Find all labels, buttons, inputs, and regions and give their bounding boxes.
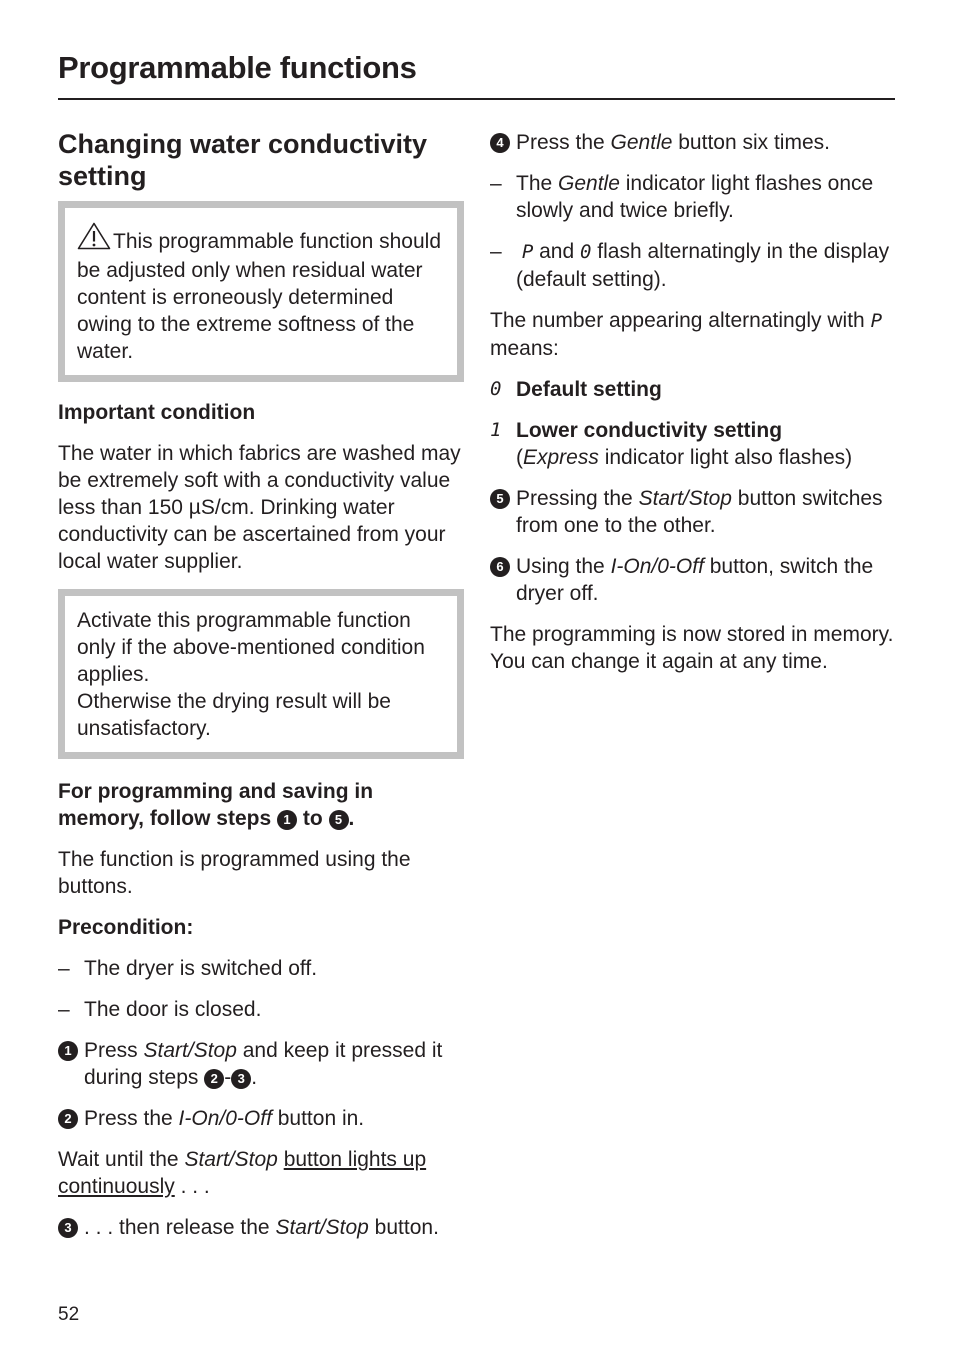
step-4-result-1: – The Gentle indicator light flashes once slowly and twice briefly.	[490, 172, 874, 222]
step-number-badge: 4	[490, 133, 510, 153]
step-number-badge: 2	[58, 1109, 78, 1129]
step-number-badge: 1	[277, 810, 297, 830]
right-column	[490, 129, 900, 675]
activation-note	[58, 589, 464, 759]
section-title: Changing water conductivity setting	[58, 129, 428, 191]
step-5: 5 Pressing the Start/Stop button switches from one to the other.	[490, 485, 900, 539]
left-column	[58, 128, 464, 1241]
programming-heading: For programming and saving in memory, follow steps 1 to 5 .	[58, 780, 374, 830]
title-divider	[58, 98, 895, 100]
warning-note-text: This programmable function should be adjusted only when residual water content is erroneously determined owing to the extreme softness of the water.	[77, 230, 442, 363]
wait-instruction: Wait until the Start/Stop button lights up continuously . . .	[58, 1148, 427, 1198]
important-condition-heading: Important condition	[58, 401, 256, 424]
important-condition-text: The water in which fabrics are washed may be extremely soft with a conductivity value less than 150 µS/cm. Drinking water conductivity can be ascertained from your local water supplier.	[58, 442, 461, 573]
step-number-badge: 3	[58, 1218, 78, 1238]
programming-intro: The function is programmed using the buttons.	[58, 848, 411, 898]
dash-bullet: –	[58, 998, 70, 1021]
activation-note-line1: Activate this programmable function only if the above-mentioned condition applies.	[77, 609, 425, 686]
step-3: 3 . . . then release the Start/Stop button.	[58, 1214, 464, 1241]
step-number-badge: 1	[58, 1041, 78, 1061]
dash-bullet: –	[490, 172, 502, 195]
step-number-badge: 2	[204, 1069, 224, 1089]
step-1: 1 Press Start/Stop and keep it pressed it during steps 2 - 3 .	[58, 1037, 464, 1091]
final-note: The programming is now stored in memory. You can change it again at any time.	[490, 623, 894, 673]
warning-triangle-icon	[77, 222, 111, 257]
display-code-p: P	[870, 310, 883, 332]
dash-bullet: –	[58, 957, 70, 980]
dash-bullet: –	[490, 240, 502, 263]
display-code-1: 1	[490, 419, 502, 441]
warning-note	[58, 201, 464, 382]
step-4: 4 Press the Gentle button six times.	[490, 129, 900, 156]
step-2: 2 Press the I-On/0-Off button in.	[58, 1105, 464, 1132]
step-6: 6 Using the I-On/0-Off button, switch the dryer off.	[490, 553, 900, 607]
display-code-p: P	[521, 241, 534, 263]
page-number: 52	[58, 1304, 80, 1325]
step-number-badge: 5	[329, 810, 349, 830]
page-title: Programmable functions	[58, 50, 417, 85]
display-code-0: 0	[490, 378, 502, 400]
activation-note-line2: Otherwise the drying result will be unsatisfactory.	[77, 690, 391, 740]
precondition-heading: Precondition:	[58, 916, 194, 939]
step-number-badge: 3	[231, 1069, 251, 1089]
display-code-0: 0	[580, 241, 592, 263]
step-number-badge: 6	[490, 557, 510, 577]
step-4-result-2: – P and 0 flash alternatingly in the display (default setting).	[490, 240, 890, 291]
meaning-intro: The number appearing alternatingly with P means:	[490, 309, 883, 360]
precondition-item: – The door is closed.	[58, 998, 262, 1021]
code-1-item: 1 Lower conductivity setting (Express indicator light also flashes)	[490, 419, 853, 469]
step-number-badge: 5	[490, 489, 510, 509]
precondition-item: – The dryer is switched off.	[58, 957, 318, 980]
code-0-item: 0 Default setting	[490, 378, 662, 401]
